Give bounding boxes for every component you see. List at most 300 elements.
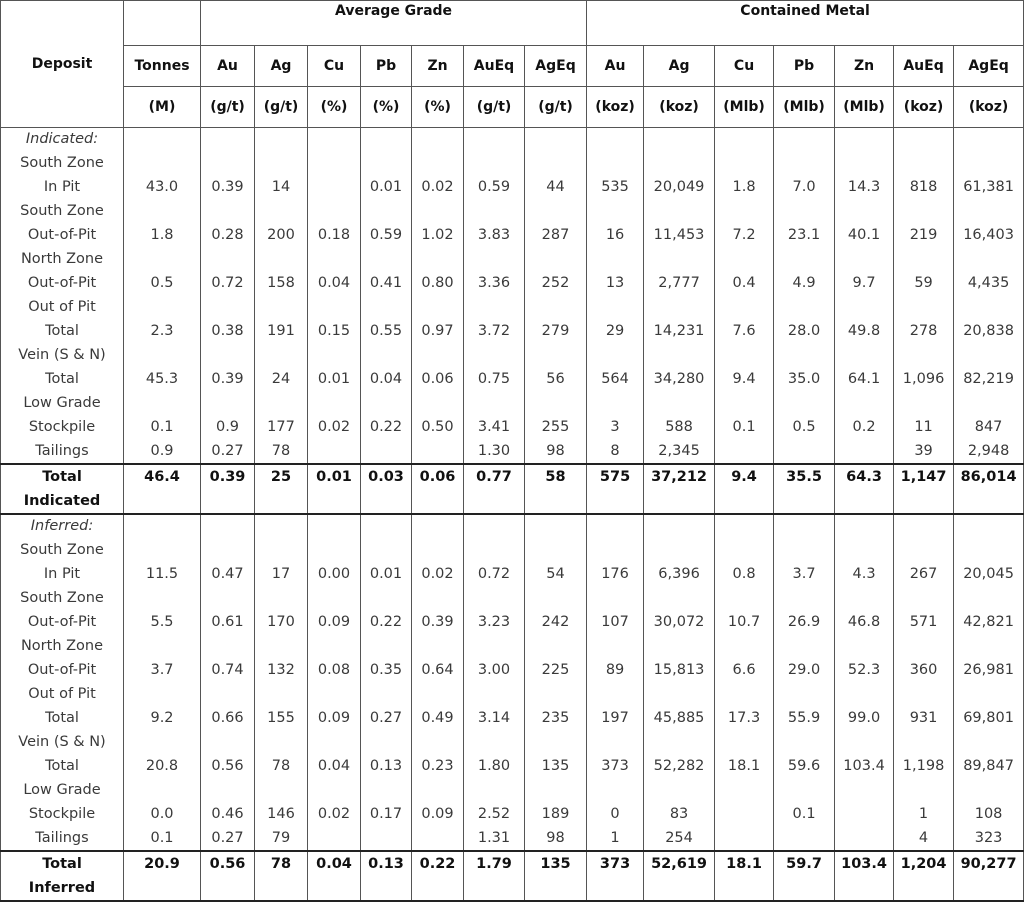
value-cell: 0.13 <box>361 754 412 778</box>
empty-cell <box>954 514 1024 538</box>
deposit-name-line: Vein (S & N) <box>1 730 124 754</box>
total-value-cell: 90,277 <box>954 851 1024 901</box>
value-cell: 0.27 <box>201 826 255 851</box>
value-cell <box>835 802 894 826</box>
empty-cell <box>124 730 201 754</box>
value-cell <box>361 826 412 851</box>
total-value-cell: 1,204 <box>894 851 954 901</box>
value-cell: 0.02 <box>412 175 464 199</box>
empty-cell <box>412 295 464 319</box>
empty-cell <box>124 295 201 319</box>
empty-cell <box>124 199 201 223</box>
empty-cell <box>464 730 525 754</box>
empty-cell <box>124 247 201 271</box>
table-row-top <box>1 730 1024 754</box>
value-cell: 1.80 <box>464 754 525 778</box>
value-cell <box>715 802 774 826</box>
grade-col-header: Ag <box>255 46 308 87</box>
deposit-header: Deposit <box>1 1 124 128</box>
value-cell: 1 <box>587 826 644 851</box>
value-cell: 5.5 <box>124 610 201 634</box>
value-cell: 279 <box>525 319 587 343</box>
total-value-cell: 0.77 <box>464 464 525 514</box>
value-cell <box>308 439 361 464</box>
empty-cell <box>124 151 201 175</box>
value-cell: 0.47 <box>201 562 255 586</box>
empty-cell <box>587 128 644 152</box>
value-cell: 818 <box>894 175 954 199</box>
empty-cell <box>774 514 835 538</box>
value-cell: 89 <box>587 658 644 682</box>
empty-cell <box>715 730 774 754</box>
value-cell: 6,396 <box>644 562 715 586</box>
value-cell: 11.5 <box>124 562 201 586</box>
deposit-name-line: Total <box>1 754 124 778</box>
value-cell: 2,777 <box>644 271 715 295</box>
value-cell: 30,072 <box>644 610 715 634</box>
table-row-top <box>1 151 1024 175</box>
empty-cell <box>308 199 361 223</box>
value-cell: 103.4 <box>835 754 894 778</box>
empty-cell <box>587 199 644 223</box>
empty-cell <box>835 247 894 271</box>
empty-cell <box>525 247 587 271</box>
grade-col-header: Cu <box>308 46 361 87</box>
value-cell: 1.30 <box>464 439 525 464</box>
empty-cell <box>587 514 644 538</box>
value-cell: 1.8 <box>124 223 201 247</box>
empty-cell <box>587 634 644 658</box>
empty-cell <box>361 538 412 562</box>
value-cell: 0.1 <box>124 415 201 439</box>
value-cell: 29.0 <box>774 658 835 682</box>
empty-cell <box>124 128 201 152</box>
section-label: Inferred: <box>1 514 124 538</box>
deposit-name-line: Out of Pit <box>1 295 124 319</box>
value-cell <box>308 175 361 199</box>
value-cell: 1,096 <box>894 367 954 391</box>
empty-cell <box>894 682 954 706</box>
empty-cell <box>201 151 255 175</box>
value-cell: 108 <box>954 802 1024 826</box>
tonnes-header: Tonnes <box>124 46 201 87</box>
value-cell: 0.61 <box>201 610 255 634</box>
grade-unit-header: (g/t) <box>464 87 525 128</box>
value-cell: 3.72 <box>464 319 525 343</box>
total-value-cell: 0.01 <box>308 464 361 514</box>
value-cell: 98 <box>525 439 587 464</box>
value-cell <box>835 826 894 851</box>
value-cell: 3 <box>587 415 644 439</box>
empty-cell <box>124 682 201 706</box>
total-label-line: Total <box>42 856 82 872</box>
empty-cell <box>412 538 464 562</box>
total-value-cell: 86,014 <box>954 464 1024 514</box>
value-cell: 0.01 <box>361 175 412 199</box>
empty-cell <box>835 538 894 562</box>
table-row <box>1 658 1024 682</box>
value-cell: 1,198 <box>894 754 954 778</box>
value-cell: 0.5 <box>124 271 201 295</box>
table-header <box>1 1 1024 128</box>
deposit-name-line: North Zone <box>1 634 124 658</box>
empty-cell <box>412 391 464 415</box>
metal-col-header: Zn <box>835 46 894 87</box>
empty-cell <box>124 586 201 610</box>
table-row-top <box>1 778 1024 802</box>
value-cell: 0.1 <box>774 802 835 826</box>
value-cell: 564 <box>587 367 644 391</box>
empty-cell <box>308 247 361 271</box>
empty-cell <box>464 199 525 223</box>
section-label: Indicated: <box>1 128 124 152</box>
value-cell: 278 <box>894 319 954 343</box>
empty-cell <box>124 634 201 658</box>
table-row <box>1 562 1024 586</box>
empty-cell <box>894 199 954 223</box>
deposit-name-line: Stockpile <box>1 802 124 826</box>
empty-cell <box>255 247 308 271</box>
value-cell: 3.23 <box>464 610 525 634</box>
value-cell: 15,813 <box>644 658 715 682</box>
empty-cell <box>835 199 894 223</box>
empty-cell <box>201 391 255 415</box>
empty-cell <box>644 295 715 319</box>
empty-cell <box>308 778 361 802</box>
value-cell: 191 <box>255 319 308 343</box>
deposit-name-line: Total <box>1 367 124 391</box>
metal-unit-header: (koz) <box>587 87 644 128</box>
grade-unit-header: (%) <box>308 87 361 128</box>
total-label-line: Indicated <box>23 493 101 509</box>
empty-cell <box>464 514 525 538</box>
total-value-cell: 78 <box>255 851 308 901</box>
value-cell: 20,045 <box>954 562 1024 586</box>
value-cell: 3.14 <box>464 706 525 730</box>
value-cell: 158 <box>255 271 308 295</box>
value-cell: 0.22 <box>361 610 412 634</box>
deposit-name-line: Tailings <box>1 439 124 464</box>
value-cell: 132 <box>255 658 308 682</box>
value-cell: 0.4 <box>715 271 774 295</box>
table-row-top <box>1 295 1024 319</box>
total-value-cell: 0.04 <box>308 851 361 901</box>
empty-cell <box>525 778 587 802</box>
value-cell: 0.9 <box>201 415 255 439</box>
empty-cell <box>644 730 715 754</box>
value-cell: 24 <box>255 367 308 391</box>
empty-cell <box>255 634 308 658</box>
deposit-name-line: In Pit <box>1 175 124 199</box>
value-cell: 98 <box>525 826 587 851</box>
empty-cell <box>835 682 894 706</box>
value-cell: 1 <box>894 802 954 826</box>
empty-cell <box>715 586 774 610</box>
empty-cell <box>361 586 412 610</box>
value-cell: 42,821 <box>954 610 1024 634</box>
empty-cell <box>715 778 774 802</box>
table-row-top <box>1 682 1024 706</box>
value-cell: 287 <box>525 223 587 247</box>
value-cell: 0.00 <box>308 562 361 586</box>
empty-cell <box>587 391 644 415</box>
value-cell: 14.3 <box>835 175 894 199</box>
table-row <box>1 826 1024 851</box>
value-cell: 4 <box>894 826 954 851</box>
empty-cell <box>954 247 1024 271</box>
empty-cell <box>525 199 587 223</box>
value-cell: 3.00 <box>464 658 525 682</box>
value-cell: 0.56 <box>201 754 255 778</box>
total-value-cell: 46.4 <box>124 464 201 514</box>
value-cell: 0.18 <box>308 223 361 247</box>
empty-cell <box>644 514 715 538</box>
value-cell: 13 <box>587 271 644 295</box>
value-cell: 323 <box>954 826 1024 851</box>
empty-cell <box>587 778 644 802</box>
value-cell: 219 <box>894 223 954 247</box>
metal-unit-header: (Mlb) <box>715 87 774 128</box>
empty-cell <box>587 538 644 562</box>
total-value-cell: 25 <box>255 464 308 514</box>
empty-cell <box>835 391 894 415</box>
table-row <box>1 415 1024 439</box>
total-value-cell: 9.4 <box>715 464 774 514</box>
value-cell: 20,049 <box>644 175 715 199</box>
empty-cell <box>587 247 644 271</box>
metal-col-header: Au <box>587 46 644 87</box>
value-cell: 0.35 <box>361 658 412 682</box>
metal-unit-header: (koz) <box>644 87 715 128</box>
value-cell: 0.04 <box>308 271 361 295</box>
empty-cell <box>954 295 1024 319</box>
empty-cell <box>412 682 464 706</box>
value-cell: 0.72 <box>464 562 525 586</box>
metal-col-header: AuEq <box>894 46 954 87</box>
metal-unit-header: (Mlb) <box>835 87 894 128</box>
value-cell: 2.52 <box>464 802 525 826</box>
empty-cell <box>894 391 954 415</box>
value-cell: 0.97 <box>412 319 464 343</box>
empty-cell <box>308 391 361 415</box>
value-cell: 0.41 <box>361 271 412 295</box>
empty-cell <box>644 151 715 175</box>
deposit-name-line: Stockpile <box>1 415 124 439</box>
empty-cell <box>644 538 715 562</box>
empty-cell <box>835 586 894 610</box>
value-cell: 0.46 <box>201 802 255 826</box>
total-value-cell: 59.7 <box>774 851 835 901</box>
total-value-cell: 1,147 <box>894 464 954 514</box>
total-label-line: Total <box>42 469 82 485</box>
value-cell: 0.22 <box>361 415 412 439</box>
empty-cell <box>308 586 361 610</box>
value-cell: 14,231 <box>644 319 715 343</box>
table-row <box>1 175 1024 199</box>
value-cell: 11,453 <box>644 223 715 247</box>
value-cell: 0.04 <box>308 754 361 778</box>
value-cell: 0.64 <box>412 658 464 682</box>
deposit-name-line: Out of Pit <box>1 682 124 706</box>
empty-cell <box>308 634 361 658</box>
value-cell: 0.80 <box>412 271 464 295</box>
value-cell: 20,838 <box>954 319 1024 343</box>
value-cell: 4.9 <box>774 271 835 295</box>
value-cell: 52,282 <box>644 754 715 778</box>
empty-cell <box>894 295 954 319</box>
value-cell: 2.3 <box>124 319 201 343</box>
value-cell: 99.0 <box>835 706 894 730</box>
value-cell: 79 <box>255 826 308 851</box>
empty-cell <box>361 343 412 367</box>
value-cell: 0.08 <box>308 658 361 682</box>
empty-cell <box>954 199 1024 223</box>
empty-cell <box>894 538 954 562</box>
table-row <box>1 439 1024 464</box>
value-cell <box>715 826 774 851</box>
value-cell: 78 <box>255 439 308 464</box>
empty-cell <box>201 586 255 610</box>
value-cell: 847 <box>954 415 1024 439</box>
value-cell: 59.6 <box>774 754 835 778</box>
empty-cell <box>412 128 464 152</box>
value-cell: 0.01 <box>308 367 361 391</box>
empty-cell <box>255 730 308 754</box>
empty-cell <box>894 128 954 152</box>
value-cell: 155 <box>255 706 308 730</box>
value-cell: 0.39 <box>201 367 255 391</box>
empty-cell <box>644 634 715 658</box>
value-cell: 0.55 <box>361 319 412 343</box>
empty-cell <box>715 199 774 223</box>
table-row <box>1 367 1024 391</box>
deposit-name-line: Out-of-Pit <box>1 223 124 247</box>
empty-cell <box>715 634 774 658</box>
empty-cell <box>835 151 894 175</box>
empty-cell <box>835 730 894 754</box>
empty-cell <box>894 514 954 538</box>
deposit-name-line: North Zone <box>1 247 124 271</box>
empty-cell <box>255 128 308 152</box>
value-cell: 29 <box>587 319 644 343</box>
empty-cell <box>715 391 774 415</box>
table-row-top <box>1 634 1024 658</box>
empty-cell <box>774 128 835 152</box>
empty-cell <box>525 128 587 152</box>
deposit-name-line: Total <box>1 319 124 343</box>
empty-cell <box>464 391 525 415</box>
empty-cell <box>774 634 835 658</box>
empty-cell <box>774 391 835 415</box>
total-value-cell: 373 <box>587 851 644 901</box>
empty-cell <box>201 247 255 271</box>
value-cell: 200 <box>255 223 308 247</box>
empty-header-cell <box>124 1 201 46</box>
grade-col-header: Zn <box>412 46 464 87</box>
empty-cell <box>644 128 715 152</box>
value-cell: 225 <box>525 658 587 682</box>
value-cell: 20.8 <box>124 754 201 778</box>
empty-cell <box>412 514 464 538</box>
value-cell: 931 <box>894 706 954 730</box>
value-cell: 0.04 <box>361 367 412 391</box>
deposit-name-line: South Zone <box>1 199 124 223</box>
value-cell: 44 <box>525 175 587 199</box>
empty-cell <box>201 778 255 802</box>
value-cell: 35.0 <box>774 367 835 391</box>
empty-cell <box>774 778 835 802</box>
value-cell: 0.50 <box>412 415 464 439</box>
value-cell <box>412 826 464 851</box>
value-cell <box>835 439 894 464</box>
empty-cell <box>954 586 1024 610</box>
value-cell: 235 <box>525 706 587 730</box>
empty-cell <box>201 634 255 658</box>
value-cell: 267 <box>894 562 954 586</box>
empty-cell <box>412 199 464 223</box>
empty-cell <box>774 199 835 223</box>
value-cell: 0.1 <box>715 415 774 439</box>
empty-cell <box>835 343 894 367</box>
value-cell: 135 <box>525 754 587 778</box>
value-cell: 0.1 <box>124 826 201 851</box>
table-row-top <box>1 247 1024 271</box>
tonnes-unit: (M) <box>124 87 201 128</box>
table-row <box>1 223 1024 247</box>
grade-unit-header: (g/t) <box>201 87 255 128</box>
value-cell: 1.02 <box>412 223 464 247</box>
table-row <box>1 754 1024 778</box>
deposit-name-line: Out-of-Pit <box>1 610 124 634</box>
value-cell: 9.4 <box>715 367 774 391</box>
empty-cell <box>525 391 587 415</box>
value-cell: 17 <box>255 562 308 586</box>
value-cell: 4.3 <box>835 562 894 586</box>
value-cell: 0.17 <box>361 802 412 826</box>
empty-cell <box>525 682 587 706</box>
value-cell: 34,280 <box>644 367 715 391</box>
value-cell <box>412 439 464 464</box>
total-value-cell: 0.22 <box>412 851 464 901</box>
value-cell: 54 <box>525 562 587 586</box>
empty-cell <box>412 343 464 367</box>
empty-cell <box>201 295 255 319</box>
value-cell: 0.09 <box>308 610 361 634</box>
deposit-name-line: South Zone <box>1 586 124 610</box>
value-cell: 177 <box>255 415 308 439</box>
empty-cell <box>201 343 255 367</box>
empty-cell <box>774 586 835 610</box>
value-cell: 40.1 <box>835 223 894 247</box>
empty-cell <box>954 730 1024 754</box>
total-value-cell: 1.79 <box>464 851 525 901</box>
value-cell: 0.02 <box>308 802 361 826</box>
value-cell: 9.2 <box>124 706 201 730</box>
empty-cell <box>525 586 587 610</box>
empty-cell <box>894 247 954 271</box>
value-cell: 6.6 <box>715 658 774 682</box>
value-cell: 26.9 <box>774 610 835 634</box>
empty-cell <box>644 682 715 706</box>
value-cell: 588 <box>644 415 715 439</box>
value-cell: 1.31 <box>464 826 525 851</box>
empty-cell <box>201 538 255 562</box>
empty-cell <box>644 391 715 415</box>
value-cell: 46.8 <box>835 610 894 634</box>
empty-cell <box>774 730 835 754</box>
value-cell: 52.3 <box>835 658 894 682</box>
empty-cell <box>308 151 361 175</box>
